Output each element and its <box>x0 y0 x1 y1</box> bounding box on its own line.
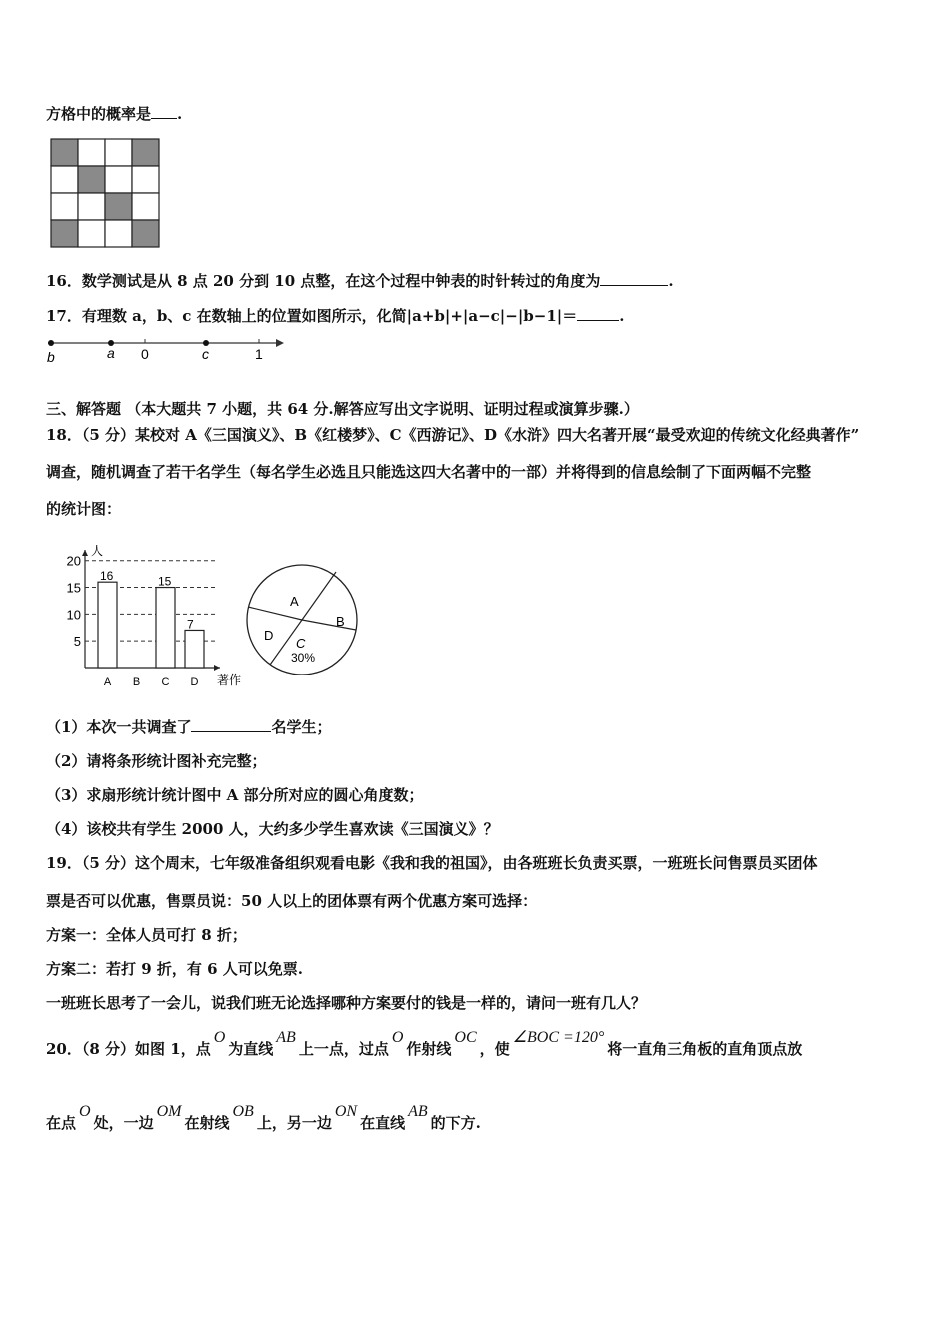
x-tick-label: A <box>103 676 112 688</box>
pie-label-d: D <box>264 628 274 643</box>
q19-line2: 票是否可以优惠，售票员说：50 人以上的团体票有两个优惠方案可选择： <box>46 892 538 910</box>
math-AB-2: AB <box>408 1103 428 1120</box>
q15-blank <box>151 104 177 119</box>
y-tick-label: 5 <box>73 634 81 650</box>
pie-label-c-percent: 30% <box>291 651 316 665</box>
q19-line1: 19．（5 分）这个周末，七年级准备组织观看电影《我和我的祖国》，由各班班长负责买票，一班班长问售票员买团体 <box>46 854 818 872</box>
grid-cell <box>51 139 78 166</box>
grid-cell <box>132 193 159 220</box>
pie-label-b: B <box>336 614 345 629</box>
pie-label-a: A <box>290 594 299 609</box>
q18-sub3: （3）求扇形统计统计图中 A 部分所对应的圆心角度数； <box>46 786 424 804</box>
label-a: a <box>107 345 115 361</box>
q17-line: 17．有理数 a，b、c 在数轴上的位置如图所示，化简|a+b|+|a−c|−|b−1|＝ . <box>46 307 625 325</box>
math-O-3: O <box>79 1103 91 1120</box>
bar-A <box>98 582 117 668</box>
pie-label-c: C <box>296 636 306 651</box>
math-OC: OC <box>454 1029 477 1046</box>
bar-value-label: 16 <box>100 569 114 584</box>
label-0: 0 <box>141 346 149 362</box>
grid-cell <box>51 220 78 247</box>
q18-line1: 18．（5 分）某校对 A《三国演义》、B《红楼梦》、C《西游记》、D《水浒》四大名著开展“最受欢迎的传统文化经典著作” <box>46 426 860 444</box>
grid-cell <box>132 220 159 247</box>
q20-line1: 20．（8 分）如图 1，点O为直线AB上一点，过点O作射线OC，使∠BOC =120°将一直角三角板的直角顶点放 <box>46 1029 803 1058</box>
bar-D <box>185 630 204 668</box>
x-axis-arrow-icon <box>214 665 220 671</box>
grid-cell <box>78 220 105 247</box>
q18-sub2: （2）请将条形统计图补充完整； <box>46 752 267 770</box>
y-tick-label: 10 <box>66 607 81 623</box>
bar-C <box>156 588 175 668</box>
math-ON: ON <box>334 1103 358 1120</box>
q19-line5: 一班班长思考了一会儿，说我们班无论选择哪种方案要付的钱是一样的，请问一班有几人？ <box>46 994 647 1012</box>
pie-divider-cb <box>302 620 356 630</box>
grid-cell <box>51 166 78 193</box>
x-axis-label: 著作 <box>217 673 242 687</box>
math-OM: OM <box>156 1103 182 1120</box>
y-tick-label: 15 <box>66 580 81 596</box>
q18-sub1-blank <box>191 717 271 732</box>
grid-cell <box>78 166 105 193</box>
math-AB: AB <box>276 1029 296 1046</box>
label-c: c <box>202 346 209 362</box>
label-1: 1 <box>255 346 263 362</box>
q19-line4: 方案二：若打 9 折，有 6 人可以免票. <box>46 960 303 978</box>
q18-sub4: （4）该校共有学生 2000 人，大约多少学生喜欢读《三国演义》？ <box>46 820 499 838</box>
x-tick-label: C <box>161 676 170 688</box>
bar-value-label: 15 <box>158 574 172 589</box>
y-axis-label: 人 <box>91 544 104 558</box>
bar-value-label: 7 <box>187 617 194 632</box>
grid-cell <box>78 193 105 220</box>
label-b: b <box>47 349 55 365</box>
q15-line: 方格中的概率是 . <box>46 105 183 123</box>
q19-line3: 方案一：全体人员可打 8 折； <box>46 926 247 944</box>
grid-cell <box>105 193 132 220</box>
grid-cell <box>132 139 159 166</box>
q17-blank <box>577 306 619 321</box>
y-axis-arrow-icon <box>82 550 88 556</box>
q20-line2: 在点O处，一边OM在射线OB上，另一边ON在直线AB的下方. <box>46 1103 481 1132</box>
q18-line3: 的统计图： <box>46 500 122 518</box>
q16-blank <box>600 271 668 286</box>
grid-cell <box>105 139 132 166</box>
point-b <box>48 340 54 346</box>
y-tick-label: 20 <box>66 553 81 569</box>
pie-chart <box>240 560 365 675</box>
math-O-2: O <box>391 1029 404 1046</box>
grid-cell <box>105 220 132 247</box>
pie-divider-ab <box>302 572 336 620</box>
q18-sub1: （1）本次一共调查了 名学生； <box>46 718 332 736</box>
probability-grid <box>50 138 162 252</box>
q16-line: 16．数学测试是从 8 点 20 分到 10 点整，在这个过程中钟表的时针转过的角度为 . <box>46 272 674 290</box>
q18-line2: 调查，随机调查了若干名学生（每名学生必选且只能选这四大名著中的一部）并将得到的信息绘制了下面两幅不完整 <box>46 463 812 481</box>
grid-cell <box>105 166 132 193</box>
number-line <box>40 332 290 366</box>
q16-text: 16．数学测试是从 8 点 20 分到 10 点整，在这个过程中钟表的时针转过的角度为 <box>46 272 601 290</box>
math-OB: OB <box>232 1103 254 1120</box>
bar-chart <box>55 540 255 692</box>
x-tick-label: B <box>132 676 141 688</box>
math-angle-BOC: ∠BOC =120° <box>512 1029 605 1046</box>
q17-text: 17．有理数 a，b、c 在数轴上的位置如图所示，化简|a+b|+|a−c|−|b−1|＝ <box>46 307 578 325</box>
grid-cell <box>51 193 78 220</box>
number-line-arrow-icon <box>276 339 284 347</box>
q15-text: 方格中的概率是 <box>46 105 152 123</box>
grid-cell <box>78 139 105 166</box>
x-tick-label: D <box>190 676 199 688</box>
math-O: O <box>213 1029 226 1046</box>
section3-heading: 三、解答题 （本大题共 7 小题，共 64 分.解答应写出文字说明、证明过程或演算步骤.） <box>46 400 639 418</box>
grid-cell <box>132 166 159 193</box>
